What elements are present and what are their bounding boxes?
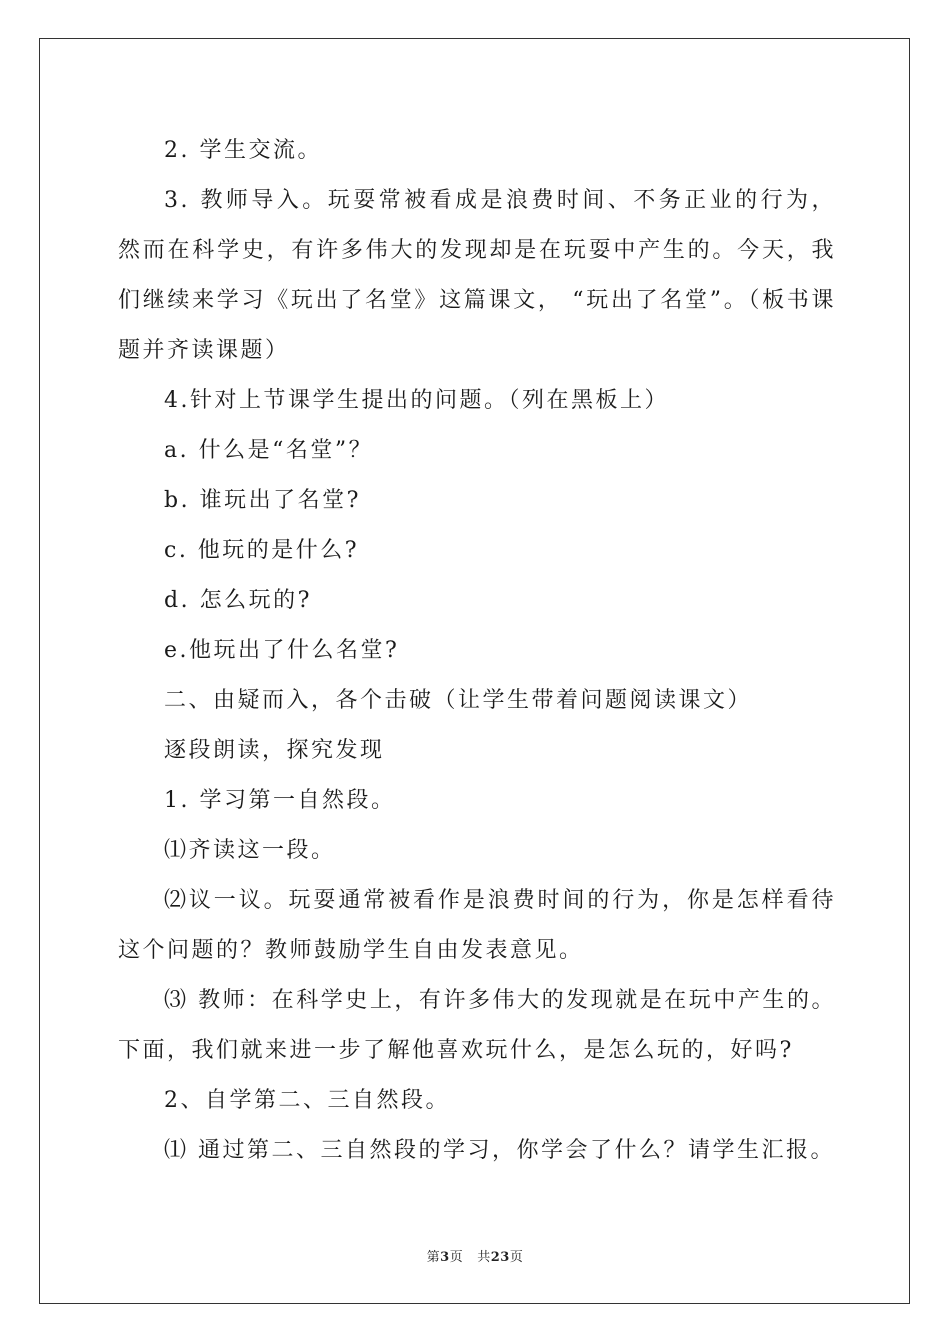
paragraph: ⑴ 通过第二、三自然段的学习，你学会了什么？请学生汇报。 — [164, 1138, 835, 1163]
paragraph: 逐段朗读，探究发现 — [164, 738, 385, 763]
paragraph: 4.针对上节课学生提出的问题。（列在黑板上） — [164, 388, 669, 413]
paragraph: 2. 学生交流。 — [164, 138, 322, 163]
paragraph: ⑴齐读这一段。 — [164, 838, 336, 863]
paragraph: a. 什么是“名堂”？ — [164, 438, 374, 463]
paragraph: b. 谁玩出了名堂? — [164, 488, 361, 513]
paragraph: e.他玩出了什么名堂? — [164, 638, 400, 663]
paragraph: 1. 学习第一自然段。 — [164, 788, 396, 813]
paragraph: c. 他玩的是什么? — [164, 538, 360, 563]
page-suffix: 页 — [449, 1250, 464, 1265]
document-body — [118, 126, 836, 1176]
total-pages: 23 — [490, 1250, 510, 1265]
paragraph: ⑶ 教师：在科学史上，有许多伟大的发现就是在玩中产生的。下面，我们就来进一步了解他喜欢玩什么，是怎么玩的，好吗? — [118, 988, 836, 1063]
paragraph: 3. 教师导入。玩耍常被看成是浪费时间、不务正业的行为，然而在科学史，有许多伟大的发现却是在玩耍中产生的。今天，我们继续来学习《玩出了名堂》这篇课文， “玩出了名堂”。（板书课题并齐读课题） — [118, 188, 836, 363]
page-prefix: 第 — [426, 1250, 441, 1265]
page-number: 3 — [440, 1250, 450, 1265]
paragraph: 2、自学第二、三自然段。 — [164, 1088, 450, 1113]
paragraph: 二、由疑而入，各个击破（让学生带着问题阅读课文） — [164, 688, 753, 713]
total-prefix: 共 — [477, 1250, 491, 1265]
paragraph: d. 怎么玩的? — [164, 588, 312, 613]
page-footer — [0, 1246, 950, 1265]
total-suffix: 页 — [509, 1250, 524, 1265]
paragraph: ⑵议一议。玩耍通常被看作是浪费时间的行为，你是怎样看待这个问题的？教师鼓励学生自由发表意见。 — [118, 888, 836, 963]
